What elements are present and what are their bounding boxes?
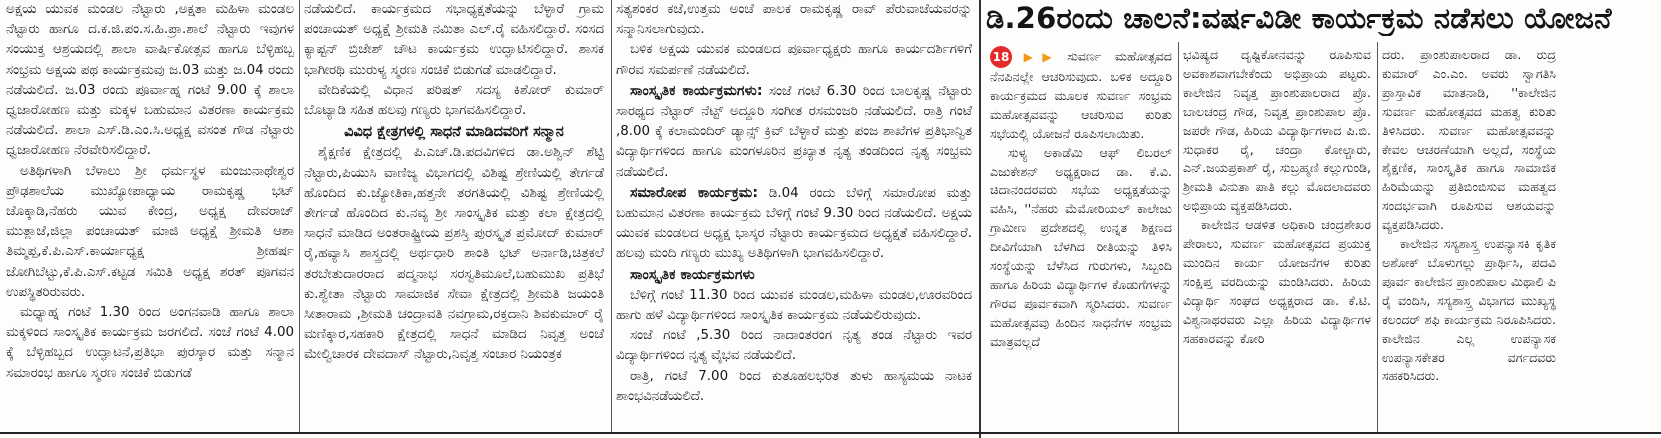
right-col2-paragraph: ಭವಿಷ್ಯದ ದೃಷ್ಟಿಕೋನವನ್ನು ರೂಪಿಸುವ ಅವಕಾಶವಾಗಬೇಕೆಂದು ಅಭಿಪ್ರಾಯ ಪಟ್ಟರು. ಕಾಲೇಜಿನ ನಿವೃತ್ತ ಪ್ರಾಂಶುಪಾಲರಾದ ಪ್ರೊ. ಬಾಲಚಂದ್ರ ಗೌಡ, ನಿವೃತ್ತ ಪ್ರಾಂಶುಪಾಲ ಪ್ರೊ. ಜಪರೇ ಗೌಡ, ಹಿರಿಯ ವಿದ್ಯಾರ್ಥಿಗಳಾದ ಪಿ.ಬಿ. ಸುಧಾಕರ ರೈ, ಚಂದ್ರಾ ಕೋಲ್ಚಾರು, ಎನ್.ಜಯಪ್ರಕಾಶ್ ರೈ, ಸುಬ್ರಹ್ಮಣಿ ಕಲ್ಲುಗುಂಡಿ, ಶ್ರೀಮತಿ ವಿನುತಾ ಪಾತಿ ಕಲ್ಲು ಮೊದಲಾದವರು ಅಭಿಪ್ರಾಯ ವ್ಯಕ್ತಪಡಿಸಿದರು. xyxy=(1183,47,1371,214)
left-article-column-1 xyxy=(6,0,294,384)
left-article-column-3 xyxy=(616,0,972,407)
subheading-cultural-2: ಸಾಂಸ್ಕೃತಿಕ ಕಾರ್ಯಕ್ರಮಗಳು xyxy=(630,266,755,283)
left-col3-subheading-line xyxy=(616,265,972,286)
column-divider xyxy=(611,0,612,432)
left-col3-paragraph: ಬಳಿಕ ಅಕ್ಷಯ ಯುವಕ ಮಂಡಲದ ಪೂರ್ವಾಧ್ಯಕ್ಷರು ಹಾಗೂ ಕಾರ್ಯದರ್ಶಿಗಳಿಗೆ ಗೌರವ ಸಮರ್ಪಣೆ ನಡೆಯಲಿದೆ. xyxy=(616,42,972,78)
page-number-badge: 18 xyxy=(990,46,1012,68)
right-article-column-1 xyxy=(990,46,1172,352)
right-article-column-2 xyxy=(1183,46,1371,349)
left-col2-paragraph: ವೇದಿಕೆಯಲ್ಲಿ ವಿಧಾನ ಪರಿಷತ್ ಸದಸ್ಯ ಕಿಶೋರ್ ಕುಮಾರ್ ಬೊಟ್ಯಾಡಿ ಸಹಿತ ಹಲವು ಗಣ್ಯರು ಭಾಗವಹಿಸಲಿದ್ದಾರೆ. xyxy=(304,82,604,119)
right-col3-paragraph: ಕಾಲೇಜಿನ ಸಸ್ಯಶಾಸ್ತ್ರ ಉಪನ್ಯಾಸಕಿ ಕೃತಿಕ ಅಶೋಕ್ ಬೊಳುಗಲ್ಲು ಪ್ರಾರ್ಥಿಸಿ, ಪದವಿ ಪೂರ್ವ ಕಾಲೇಜಿನ ಪ್ರಾಂಶುಪಾಲ ಮಿಥಾಲಿ ಪಿ ರೈ ವಂದಿಸಿ, ಸಸ್ಯಶಾಸ್ತ್ರ ವಿಭಾಗದ ಮುಖ್ಯಸ್ಥ ಕಲಂದರ್ ಶಫಿ ಕಾರ್ಯಕ್ರಮ ನಿರೂಪಿಸಿದರು. ಕಾಲೇಜಿನ ಎಲ್ಲ ಉಪನ್ಯಾಸಕ ಉಪನ್ಯಾಸಕೇತರ ವರ್ಗದವರು ಸಹಕರಿಸಿದರು. xyxy=(1382,236,1556,384)
column-divider xyxy=(299,0,300,432)
left-col3-paragraph: ಸಾಂಸ್ಕೃತಿಕ ಕಾರ್ಯಕ್ರಮಗಳು: ಸಂಜೆ ಗಂಟೆ 6.30 ರಿಂದ ಬಾಲಕೃಷ್ಣ ನೆಟ್ಟಾರು ಸಾರಥ್ಯದ ನೆಟ್ಟಾರ್ ನೆಟ್ಟ್ ಅದ್ದೂರಿ ಸಂಗೀತ ರಸಮಂಜರಿ ನಡೆಯಲಿದೆ. ರಾತ್ರಿ ಗಂಟೆ ,8.00 ಕ್ಕೆ ಕಲಾಮಂದಿರ್ ಡ್ಯಾನ್ಸ್ ಕ್ರಿವ್ ಬೆಳ್ಳಾರೆ ಮತ್ತು ಪಂಜ ಶಾಖೆಗಳ ಪ್ರತಿಭಾನ್ವಿತ ವಿದ್ಯಾರ್ಥಿಗಳಿಂದ ಹಾಗೂ ಮಂಗಳೂರಿನ ಪ್ರಖ್ಯಾತ ನೃತ್ಯ ತಂಡದಿಂದ ನೃತ್ಯ ಸಂಭ್ರಮ ನಡೆಯಲಿದೆ. xyxy=(616,82,972,180)
left-col2-paragraph: ನಡೆಯಲಿದೆ. ಕಾರ್ಯಕ್ರಮದ ಸಭಾಧ್ಯಕ್ಷತೆಯನ್ನು ಬೆಳ್ಳಾರೆ ಗ್ರಾಮ ಪಂಚಾಯತ್ ಅಧ್ಯಕ್ಷೆ ಶ್ರೀಮತಿ ನಮಿತಾ ಎಲ್.ರೈ ವಹಿಸಲಿದ್ದಾರೆ. ಸಂಸದ ಕ್ಯಾಪ್ಟನ್ ಬ್ರಿಜೇಶ್ ಚೌಟ ಕಾರ್ಯಕ್ರಮ ಉದ್ಘಾಟಿಸಲಿದ್ದಾರೆ. ಶಾಸಕ ಭಾಗೀರಥಿ ಮುರುಳ್ಯ ಸ್ಮರಣ ಸಂಚಿಕೆ ಬಿಡುಗಡೆ ಮಾಡಲಿದ್ದಾರೆ. xyxy=(304,2,604,78)
left-article-column-2 xyxy=(304,0,604,366)
right-col1-paragraph: 18 ▶▶ ಸುವರ್ಣ ಮಹೋತ್ಸವದ ನೆನಪಿನಲ್ಲೇ ಆಚರಿಸುವುದು. ಬಳಿಕ ಅದ್ದೂರಿ ಕಾರ್ಯಕ್ರಮದ ಮೂಲಕ ಸುವರ್ಣ ಸಂಭ್ರಮ ಮಹೋತ್ಸವವನ್ನು ಆಚರಿಸುವ ಕುರಿತು ಸಭೆಯಲ್ಲಿ ಯೋಜನೆ ರೂಪಿಸಲಾಯಿತು. xyxy=(990,46,1172,144)
left-col2-paragraph: ಶೈಕ್ಷಣಿಕ ಕ್ಷೇತ್ರದಲ್ಲಿ ಪಿ.ಎಚ್.ಡಿ.ಪದವಿಗಳಿದ ಡಾ.ಅಶ್ವಿನ್ ಶೆಟ್ಟಿ ನೆಟ್ಟಾರು,ಪಿಯುಸಿ ವಾಣಿಜ್ಯ ವಿಭಾಗದಲ್ಲಿ ವಿಶಿಷ್ಟ ಶ್ರೇಣಿಯಲ್ಲಿ ತೇರ್ಗಡೆ ಹೊಂದಿದ ಕು.ಜ್ಯೋತಿಕಾ,ಹತ್ತನೇ ತರಗತಿಯಲ್ಲಿ ವಿಶಿಷ್ಟ ಶ್ರೇಣಿಯಲ್ಲಿ ತೇರ್ಗಡೆ ಹೊಂದಿದ ಕು.ನವ್ಯ ಶ್ರೀ ಸಾಂಸ್ಕೃತಿಕ ಮತ್ತು ಕಲಾ ಕ್ಷೇತ್ರದಲ್ಲಿ ಸಾಧನೆ ಮಾಡಿದ ಅಂತರಾಷ್ಟ್ರೀಯ ಪ್ರಶಸ್ತಿ ಪುರಸ್ಕೃತ ಪ್ರಮೋದ್ ಕುಮಾರ್ ರೈ,ಹವ್ಯಾಸಿ ಶಾಸ್ತ್ರದಲ್ಲಿ ಅರ್ಥಧಾರಿ ಶಾಂತಿ ಭಟ್ ಅರ್ನಾಡಿ,ಚಿತ್ರಕಲೆ ತರಬೇತುದಾರರಾದ ಪದ್ಮನಾಭ ಸರಸ್ವತಿಮೂಲೆ,ಬಹುಮುಖ ಪ್ರತಿಭೆ ಕು.ಶ್ವೇತಾ ನೆಟ್ಟಾರು ಸಾಮಾಜಿಕ ಸೇವಾ ಕ್ಷೇತ್ರದಲ್ಲಿ ಶ್ರೀಮತಿ ಜಯಂತಿ ಸೀತಾರಾಮ ,ಶ್ರೀಮತಿ ಚಂದ್ರಾವತಿ ನವಗ್ರಾಮ,ರಕ್ತದಾನಿ ಶಿವಕುಮಾರ್ ರೈ ಮಣಿಕ್ಕಾರ,ಸಹಕಾರಿ ಕ್ಷೇತ್ರದಲ್ಲಿ ಸಾಧನೆ ಮಾಡಿದ ನಿವೃತ್ತ ಅಂಚೆ ಮೇಲ್ವಿಚಾರಕ ದೇವದಾಸ್ ನೆಟ್ಟಾರು,ನಿವೃತ್ತ ಸಂಚಾರ ನಿಯಂತ್ರಕ xyxy=(304,145,604,363)
right-article-column-3 xyxy=(1382,46,1556,386)
right-col3-paragraph: ದರು. ಪ್ರಾಂಶುಪಾಲರಾದ ಡಾ. ರುದ್ರ ಕುಮಾರ್ ಎಂ.ಎಂ. ಅವರು ಸ್ವಾಗತಿಸಿ ಪ್ರಾಸ್ತಾವಿಕ ಮಾತನಾಡಿ, ''ಕಾಲೇಜಿನ ಸುವರ್ಣ ಮಹೋತ್ಸವದ ಮಹತ್ವ ಕುರಿತು ತಿಳಿಸಿದರು. ಸುವರ್ಣ ಮಹೋತ್ಸವವನ್ನು ಕೇವಲ ಆಚರಣೆಯಾಗಿ ಅಲ್ಲದೆ, ಸಂಸ್ಥೆಯ ಶೈಕ್ಷಣಿಕ, ಸಾಂಸ್ಕೃತಿಕ ಹಾಗೂ ಸಾಮಾಜಿಕ ಹಿರಿಮೆಯನ್ನು ಪ್ರತಿಬಿಂಬಿಸುವ ಮಹತ್ವದ ಸಂದರ್ಭವಾಗಿ ರೂಪಿಸುವ ಆಶಯವನ್ನು ವ್ಯಕ್ತಪಡಿಸಿದರು. xyxy=(1382,47,1556,233)
left-col3-paragraph: ಬೆಳಿಗ್ಗೆ ಗಂಟೆ 11.30 ರಿಂದ ಯುವಕ ಮಂಡಲ,ಮಹಿಳಾ ಮಂಡಲ,ಊರವರಿಂದ ಹಾಗು ಹಳೆ ವಿದ್ಯಾರ್ಥಿಗಳಿಂದ ಸಾಂಸ್ಕೃತಿಕ ಕಾರ್ಯಕ್ರಮ ನಡೆಯಲಿರುವುದು. xyxy=(616,287,972,324)
subheading-cultural: ಸಾಂಸ್ಕೃತಿಕ ಕಾರ್ಯಕ್ರಮಗಳು: xyxy=(630,82,763,99)
right-col2-paragraph: ಕಾಲೇಜಿನ ಆಡಳಿತ ಅಧಿಕಾರಿ ಚಂದ್ರಶೇಖರ ಪೇರಾಲು, ಸುವರ್ಣ ಮಹೋತ್ಸವದ ಪ್ರಯುಕ್ತ ಮುಂದಿನ ಕಾರ್ಯ ಯೋಜನೆಗಳ ಕುರಿತು ಸಂಕ್ಷಿಪ್ತ ವರದಿಯನ್ನು ಮಂಡಿಸಿದರು. ಹಿರಿಯ ವಿದ್ಯಾರ್ಥಿ ಸಂಘದ ಅಧ್ಯಕ್ಷರಾದ ಡಾ. ಕೆ.ಟಿ. ವಿಶ್ವನಾಥರವರು ಎಲ್ಲಾ ಹಿರಿಯ ವಿದ್ಯಾರ್ಥಿಗಳ ಸಹಕಾರವನ್ನು ಕೋರಿ xyxy=(1183,217,1371,346)
left-col3-paragraph: ಸಮಾರೋಪ ಕಾರ್ಯಕ್ರಮ: ಡಿ.04 ರಂದು ಬೆಳಿಗ್ಗೆ ಸಮಾರೋಪ ಮತ್ತು ಬಹುಮಾನ ವಿತರಣಾ ಕಾರ್ಯಕ್ರಮ ಬೆಳಿಗ್ಗೆ ಗಂಟೆ 9.30 ರಿಂದ ನಡೆಯಲಿದೆ. ಅಕ್ಷಯ ಯುವಕ ಮಂಡಲದ ಅಧ್ಯಕ್ಷ ಭಾಸ್ಕರ ನೆಟ್ಟಾರು ಕಾರ್ಯಕ್ರಮದ ಅಧ್ಯಕ್ಷತೆ ವಹಿಸಲಿದ್ದಾರೆ. ಹಲವು ಮಂದಿ ಗಣ್ಯರು ಮುಖ್ಯ ಅತಿಥಿಗಳಾಗಿ ಭಾಗವಹಿಸಲಿದ್ದಾರೆ. xyxy=(616,184,972,262)
left-col3-paragraph: ಸತ್ಯಶಂಕರ ಕಜೆ,ಉತ್ತಮ ಅಂಚೆ ಪಾಲಕ ರಾಮಕೃಷ್ಣ ರಾವ್ ಪೆರುವಾಜೆಯವರನ್ನು ಸನ್ಮಾನಿಸಲಾಗುವುದು. xyxy=(616,2,972,38)
section-heading-honours: ವಿವಿಧ ಕ್ಷೇತ್ರಗಳಲ್ಲಿ ಸಾಧನೆ ಮಾಡಿದವರಿಗೆ ಸನ್ಮಾನ xyxy=(344,124,564,141)
left-col1-paragraph: ಅಕ್ಷಯ ಯುವಕ ಮಂಡಲ ನೆಟ್ಟಾರು ,ಅಕ್ಷತಾ ಮಹಿಳಾ ಮಂಡಲ ನೆಟ್ಟಾರು ಹಾಗೂ ದ.ಕ.ಜಿ.ಪಂ.ಸ.ಹಿ.ಪ್ರಾ.ಶಾಲೆ ನೆಟ್ಟಾರು ಇವುಗಳ ಸಂಯುಕ್ತ ಆಶ್ರಯದಲ್ಲಿ ಶಾಲಾ ವಾರ್ಷಿಕೋತ್ಸವ ಹಾಗೂ ಬೆಳ್ಳಿಹಬ್ಬ ಸಂಭ್ರಮ ಅಕ್ಷಯ ಪಥ ಕಾರ್ಯಕ್ರಮವು ಜ.03 ಮತ್ತು ಜ.04 ರಂದು ನಡೆಯಲಿದೆ. ಜ.03 ರಂದು ಪೂರ್ವಾಹ್ನ ಗಂಟೆ 9.00 ಕ್ಕೆ ಶಾಲಾ ಧ್ವಜಾರೋಹಣ ಮತ್ತು ಮಕ್ಕಳ ಬಹುಮಾನ ವಿತರಣಾ ಕಾರ್ಯಕ್ರಮ ನಡೆಯಲಿದೆ. ಶಾಲಾ ಎಸ್.ಡಿ.ಎಂ.ಸಿ.ಅಧ್ಯಕ್ಷ ವಸಂತ ಗೌಡ ನೆಟ್ಟಾರು ಧ್ವಜಾರೋಹಣ ನೆರವೇರಿಸಲಿದ್ದಾರೆ. xyxy=(6,2,294,159)
right-col1-paragraph: ಸುಳ್ಯ ಅಕಾಡೆಮಿ ಆಫ್ ಲಿಬರಲ್ ಎಜುಕೇಶನ್ ಅಧ್ಯಕ್ಷರಾದ ಡಾ. ಕೆ.ವಿ. ಚಿದಾನಂದರವರು ಸಭೆಯ ಅಧ್ಯಕ್ಷತೆಯನ್ನು ವಹಿಸಿ, ''ನೆಹರು ಮೆಮೋರಿಯಲ್ ಕಾಲೇಜು ಗ್ರಾಮೀಣ ಪ್ರದೇಶದಲ್ಲಿ ಉನ್ನತ ಶಿಕ್ಷಣದ ದೀವಿಗೆಯಾಗಿ ಬೆಳಗಿದ ರೀತಿಯನ್ನು ತಿಳಿಸಿ ಸಂಸ್ಥೆಯನ್ನು ಬೆಳೆಸಿದ ಗುರುಗಳು, ಸಿಬ್ಬಂದಿ ಹಾಗೂ ಹಿರಿಯ ವಿದ್ಯಾರ್ಥಿಗಳ ಕೊಡುಗೆಗಳನ್ನು ಗೌರವ ಪೂರ್ವಕವಾಗಿ ಸ್ಮರಿಸಿದರು. ಸುವರ್ಣ ಮಹೋತ್ಸವವು ಹಿಂದಿನ ಸಾಧನೆಗಳ ಸಂಭ್ರಮ ಮಾತ್ರವಲ್ಲದೆ xyxy=(990,144,1172,349)
column-divider xyxy=(1377,42,1378,434)
double-chevron-icon: ▶▶ xyxy=(1014,49,1062,64)
subheading-valedictory: ಸಮಾರೋಪ ಕಾರ್ಯಕ್ರಮ: xyxy=(630,184,758,201)
article-divider xyxy=(979,0,981,438)
column-divider xyxy=(1178,42,1179,434)
page-bottom-rule xyxy=(0,432,1661,434)
left-col1-paragraph: ಮಧ್ಯಾಹ್ನ ಗಂಟೆ 1.30 ರಿಂದ ಅಂಗನವಾಡಿ ಹಾಗೂ ಶಾಲಾ ಮಕ್ಕಳಿಂದ ಸಾಂಸ್ಕೃತಿಕ ಕಾರ್ಯಕ್ರಮ ಜರಗಲಿದೆ. ಸಂಜೆ ಗಂಟೆ 4.00 ಕ್ಕೆ ಬೆಳ್ಳಿಹಬ್ಬದ ಉದ್ಘಾಟನೆ,ಪ್ರತಿಭಾ ಪುರಸ್ಕಾರ ಮತ್ತು ಸನ್ಮಾನ ಸಮಾರಂಭ ಹಾಗೂ ಸ್ಮರಣ ಸಂಚಿಕೆ ಬಿಡುಗಡೆ xyxy=(6,305,294,381)
left-col1-paragraph: ಅತಿಥಿಗಳಾಗಿ ಬೆಳಾಲು ಶ್ರೀ ಧರ್ಮಸ್ಥಳ ಮಂಜುನಾಥೇಶ್ವರ ಪ್ರೌಢಶಾಲೆಯ ಮುಖ್ಯೋಪಾಧ್ಯಾಯ ರಾಮಕೃಷ್ಣ ಭಟ್ ಚೊಕ್ಕಾಡಿ,ನೆಹರು ಯುವ ಕೇಂದ್ರ, ಅಧ್ಯಕ್ಷ ದೇವರಾಜ್ ಮುತ್ಲಾಜೆ,ಜಿಲ್ಲಾ ಪಂಚಾಯತ್ ಮಾಜಿ ಅಧ್ಯಕ್ಷೆ ಶ್ರೀಮತಿ ಆಶಾ ತಿಮ್ಮಪ್ಪ,ಕೆ.ಪಿ.ಎಸ್.ಕಾರ್ಯಾಧ್ಯಕ್ಷ ಶ್ರೀಹರ್ಷ ಜೋಗಿಬೆಟ್ಟು,ಕೆ.ಪಿ.ಎಸ್.ಕಟ್ಟಡ ಸಮಿತಿ ಅಧ್ಯಕ್ಷ ಶರತ್ ಪೂಗವನ ಉಪಸ್ಥಿತರಿರುವರು. xyxy=(6,163,294,300)
left-col3-paragraph: ಸಂಜೆ ಗಂಟೆ ,5.30 ರಿಂದ ನಾದಾಂತರಂಗ ನೃತ್ಯ ತಂಡ ನೆಟ್ಟಾರು ಇವರ ವಿದ್ಯಾರ್ಥಿಗಳಿಂದ ನೃತ್ಯ ವೈಭವ ನಡೆಯಲಿದೆ. xyxy=(616,328,972,364)
headline: ಡಿ.26ರಂದು ಚಾಲನೆ:ವರ್ಷವಿಡೀ ಕಾರ್ಯಕ್ರಮ ನಡೆಸಲು ಯೋಜನೆ xyxy=(986,1,1612,35)
left-col3-paragraph: ರಾತ್ರಿ, ಗಂಟೆ 7.00 ರಿಂದ ಕುತೂಹಲಭರಿತ ತುಳು ಹಾಸ್ಯಮಯ ನಾಟಕ ಶಾಂಭವಿನಡೆಯಲಿದೆ. xyxy=(616,368,972,404)
